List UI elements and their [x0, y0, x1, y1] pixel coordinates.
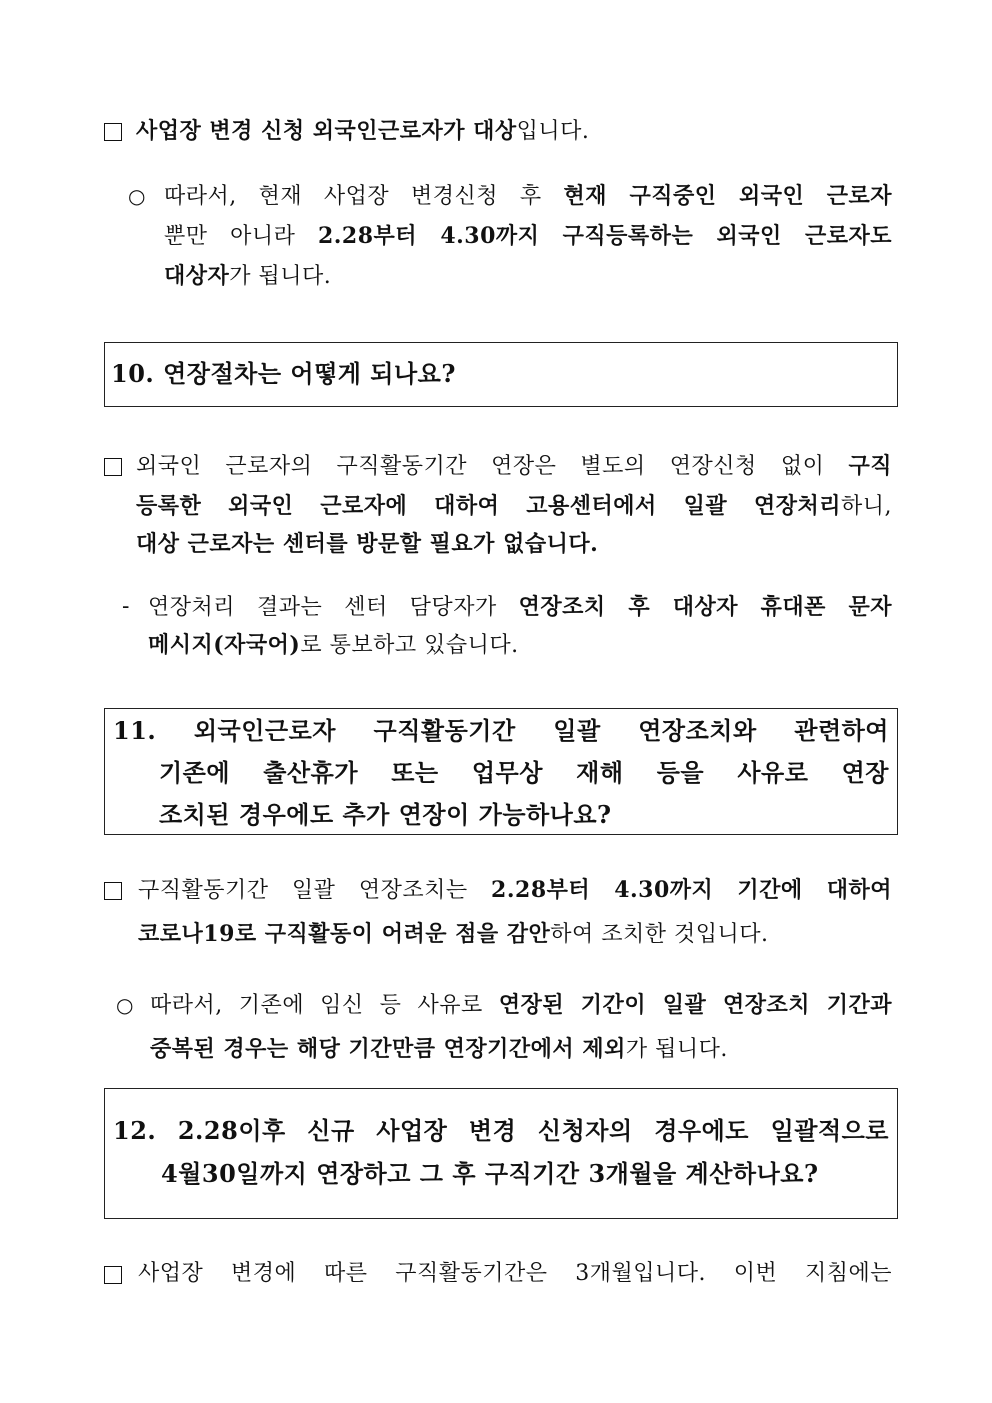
text: 따라서, 현재 사업장 변경신청 후 [164, 184, 564, 209]
answer-line [138, 1258, 892, 1290]
answer-line [164, 180, 892, 213]
text: 사업장 변경에 따른 구직활동기간은 3개월입니다. 이번 지침에는 [138, 1261, 892, 1286]
answer-line [138, 874, 892, 907]
text: 따라서, 기존에 임신 등 사유로 [150, 993, 499, 1018]
text: 하여 조치한 것입니다. [550, 922, 769, 947]
answer-line [150, 1033, 728, 1066]
checkbox-square-icon [104, 123, 122, 141]
bold-text: 현재 구직중인 외국인 근로자 [563, 183, 892, 209]
checkbox-square-icon [104, 458, 122, 476]
answer-line [164, 220, 892, 253]
answer-line [150, 989, 892, 1022]
text: 로 통보하고 있습니다. [300, 633, 519, 658]
text: 가 됩니다. [229, 264, 332, 289]
bold-text: 대상자 [164, 263, 230, 289]
bold-text: 사업장 변경 신청 외국인근로자가 대상 [136, 118, 517, 144]
bold-text: 연장된 기간이 일괄 연장조치 기간과 [498, 992, 893, 1018]
text: 입니다. [516, 119, 590, 144]
text: 뿐만 아니라 [164, 224, 318, 249]
answer-line [136, 490, 892, 523]
text: 연장처리 결과는 센터 담당자가 [148, 595, 519, 620]
bold-text: 연장조치 후 대상자 휴대폰 문자 [518, 594, 892, 620]
question-box [104, 342, 898, 407]
text: 하니, [841, 494, 892, 519]
answer-line [164, 260, 331, 293]
text: 외국인 근로자의 구직활동기간 연장은 별도의 연장신청 없이 [136, 454, 849, 479]
question-title: 11. 외국인근로자 구직활동기간 일괄 연장조치와 관련하여 [113, 716, 889, 745]
bold-text: 대상 근로자는 센터를 방문할 필요가 없습니다. [136, 531, 599, 557]
answer-line [136, 450, 892, 483]
text: 가 됩니다. [625, 1037, 728, 1062]
answer-line [148, 629, 519, 662]
bold-text: 중복된 경우는 해당 기간만큼 연장기간에서 제외 [150, 1036, 626, 1062]
question-title: 4월30일까지 연장하고 그 후 구직기간 3개월을 계산하나요? [161, 1159, 819, 1188]
answer-line [138, 918, 769, 951]
bold-text: 등록한 외국인 근로자에 대하여 고용센터에서 일괄 연장처리 [136, 493, 841, 519]
question-box [104, 708, 898, 835]
question-title: 조치된 경우에도 추가 연장이 가능하나요? [159, 800, 612, 829]
question-title: 10. 연장절차는 어떻게 되나요? [111, 359, 456, 388]
checkbox-square-icon [104, 1266, 122, 1284]
question-box [104, 1088, 898, 1219]
bold-text: 2.28부터 4.30까지 기간에 대하여 [491, 877, 892, 903]
text: 구직활동기간 일괄 연장조치는 [138, 878, 492, 903]
circle-bullet-icon: ○ [116, 993, 134, 1017]
question-title: 12. 2.28이후 신규 사업장 변경 신청자의 경우에도 일괄적으로 [113, 1116, 889, 1145]
dash-bullet-icon: - [122, 594, 130, 619]
answer-line [136, 528, 598, 561]
bold-text: 코로나19로 구직활동이 어려운 점을 감안 [138, 921, 551, 947]
bold-text: 구직 [848, 453, 892, 479]
bold-text: 2.28부터 4.30까지 구직등록하는 외국인 근로자도 [317, 223, 892, 249]
circle-bullet-icon: ○ [128, 184, 146, 208]
checkbox-square-icon [104, 882, 122, 900]
bold-text: 메시지(자국어) [148, 632, 301, 658]
answer-line [148, 591, 892, 624]
answer-line [136, 115, 589, 148]
question-title: 기존에 출산휴가 또는 업무상 재해 등을 사유로 연장 [159, 758, 889, 787]
